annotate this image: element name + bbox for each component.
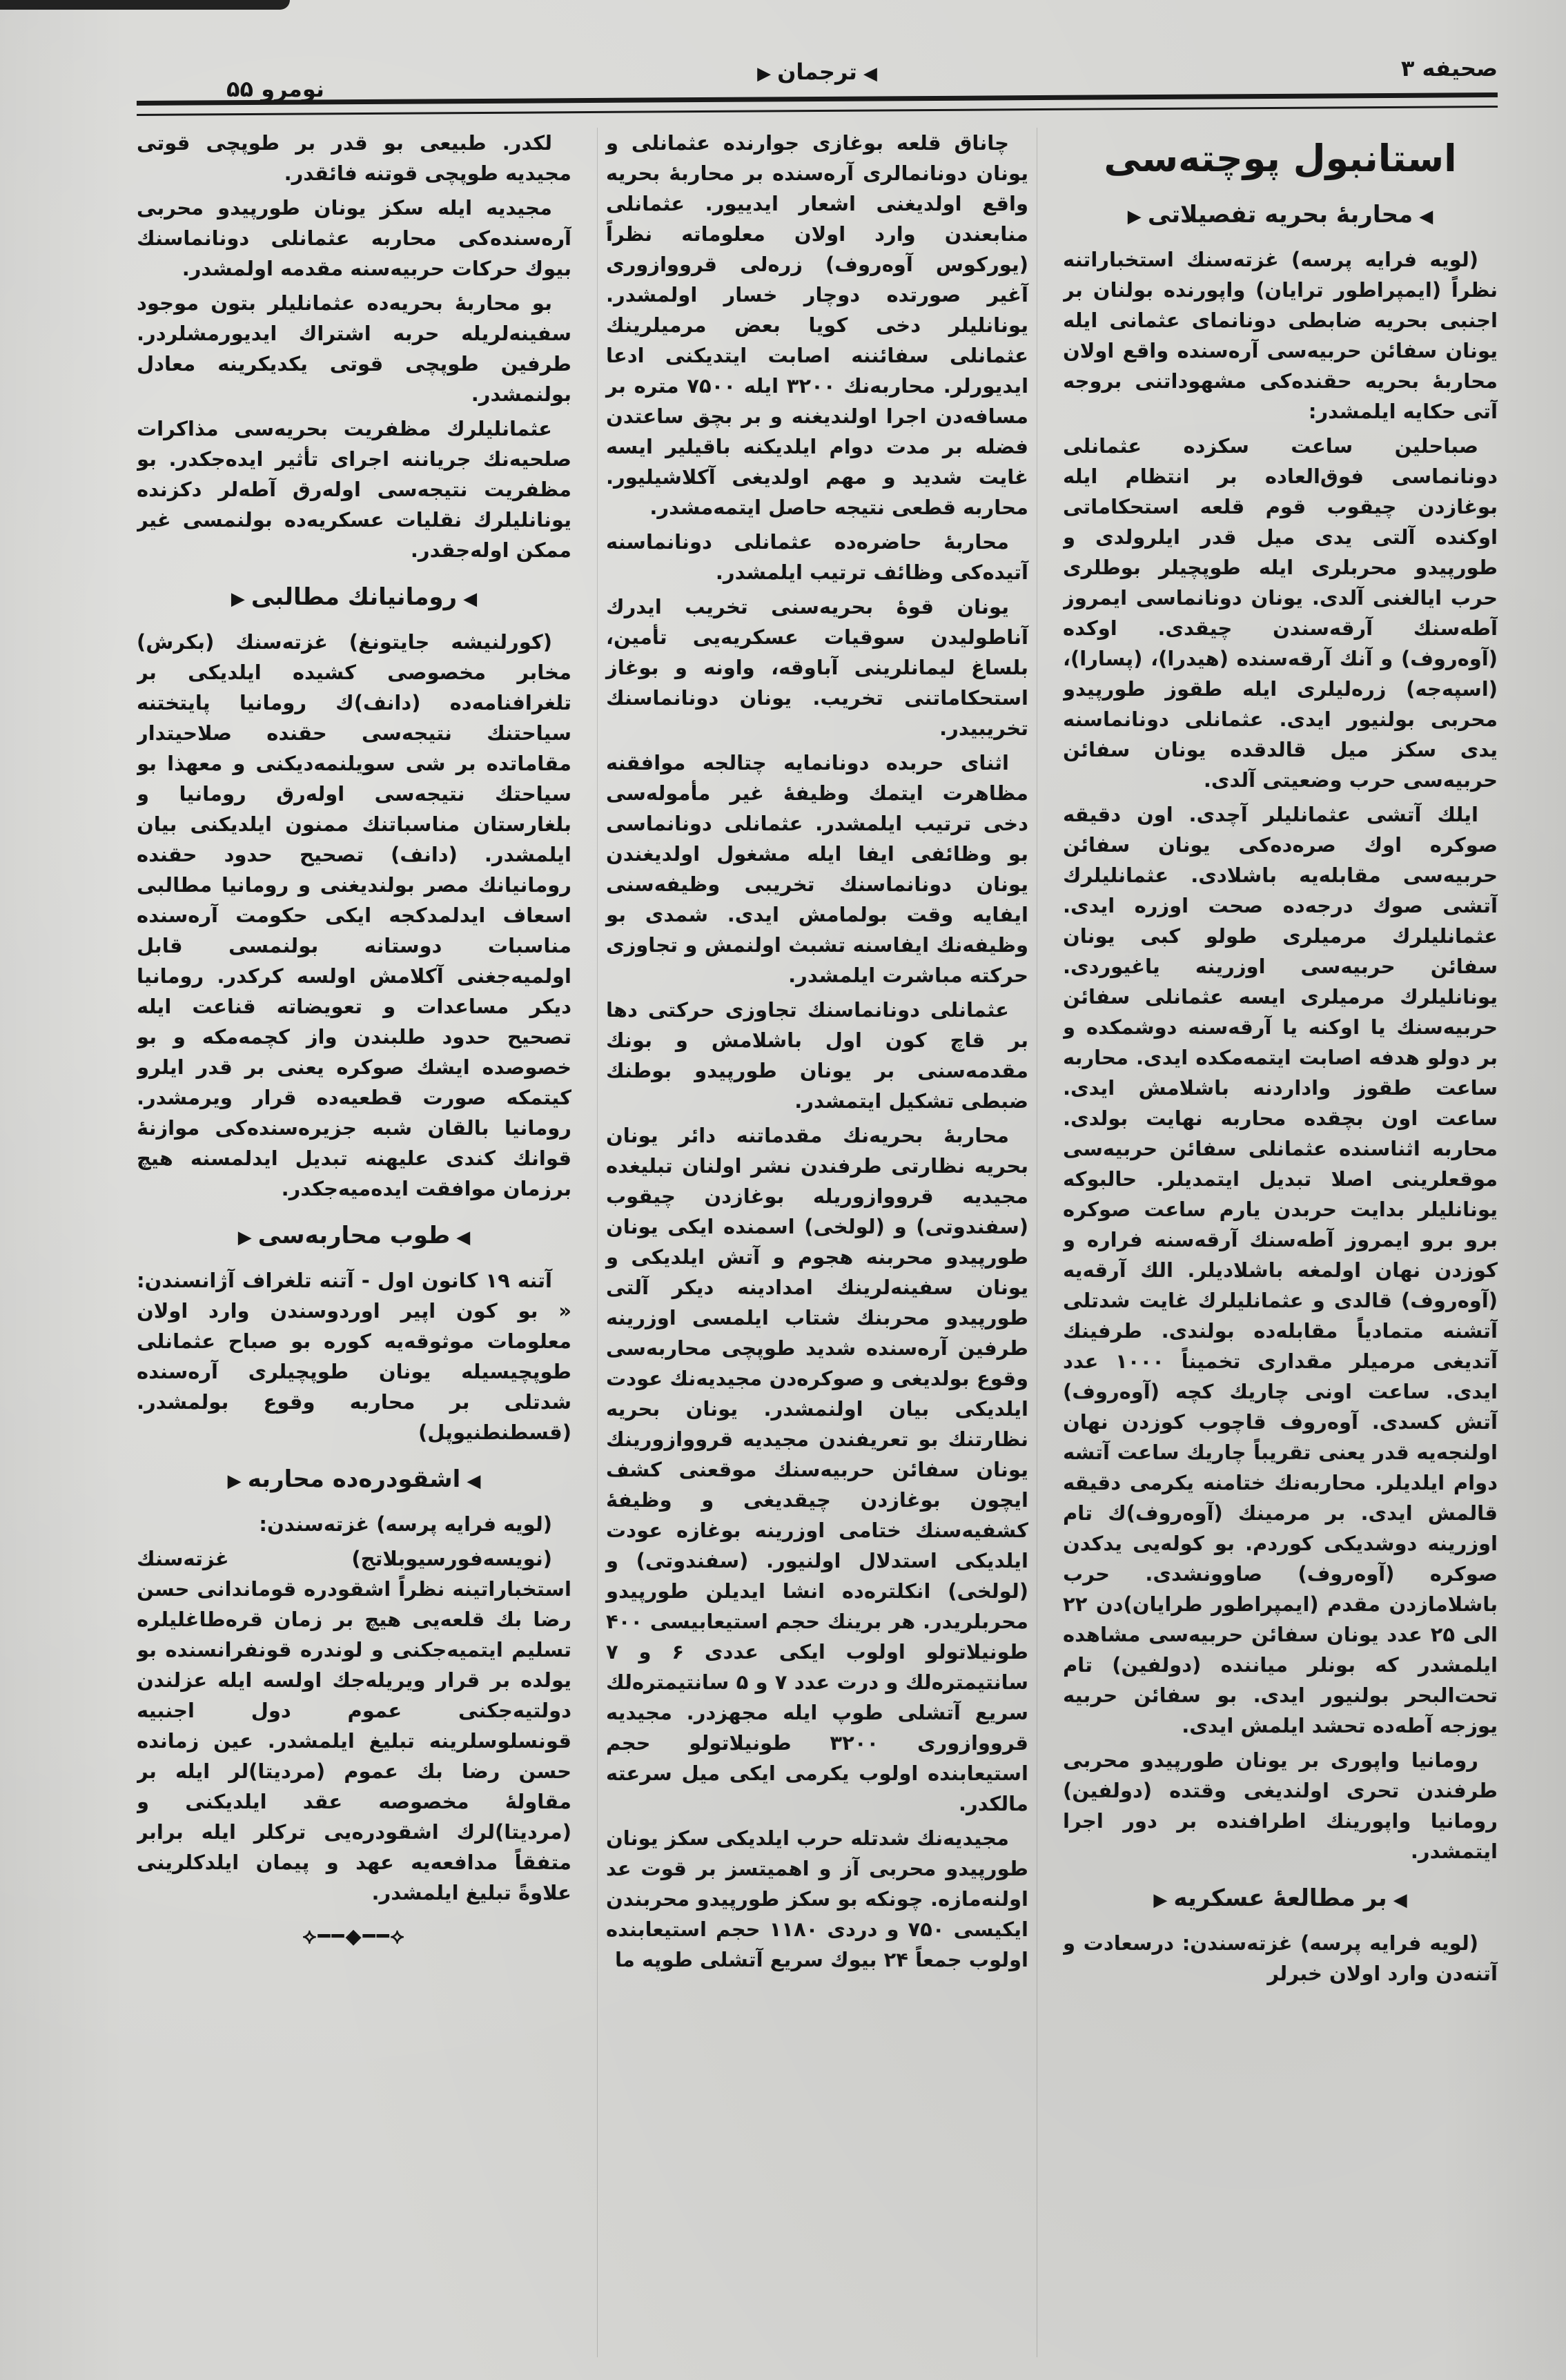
article-paragraph: رومانیا واپوری بر یونان طورپیدو محربی طرفندن تحری اولندیغی وقتده (دولفین) رومانیا واپورینك اطرافنده بر دور اجرا ایتمشدر.: [1063, 1748, 1498, 1863]
article-paragraph: مجیدیه‌نك شدتله حرب ایلدیکی سکز یونان طورپیدو محربی آز و اهمیتسز بر قوت عد اولنه‌مازه. چونکه بو سکز طورپیدو محربندن ایکیسی ۷۵۰ و دردی ۱۱۸۰ حجم استیعابنده اولوب جمعاً ۲۴ بیوك سریع آتشلی طوپه ما: [606, 1826, 1028, 1971]
article-heading: ◀ بر مطالعهٔ عسکریه ▶: [1063, 1883, 1498, 1915]
article-paragraph: مجیدیه ایله سکز یونان طورپیدو محربی آره‌سنده‌کی محاربه عثمانلی دونانماسنك بیوك حرکات حربیه‌سنه مقدمه اولمشدر.: [137, 196, 571, 280]
article-heading: ◀ طوب محاربه‌سی ▶: [137, 1220, 571, 1253]
article-paragraph: (کورلنیشه جایتونغ) غزته‌سنك (بکرش) مخابر مخصوصی کشیده ایلدیکی بر تلغرافنامه‌ده (دانف)ك رومانیا پایتختنه سیاحتنك نتیجه‌سی حقنده صلاحیتدار مقاماتده بر شی سویلنمه‌دیکنی و معهذا بو سیاحتك نتیجه‌سی اوله‌رق رومانیا و بلغارستان مناسباتنك ممنون ایلدیکنی بیان ایلمشدر. (دانف) تصحیح حدود حقنده رومانیانك مصر بولندیغنی و رومانیا مطالبی اسعاف ایدلمدکجه ایکی حکومت آره‌سنده مناسبات دوستانه بولنمسی قابل اولمیه‌جغنی آکلامش اولسه کرکدر. رومانیا دیکر مساعدات و تعویضاته قناعت ایله تصحیح حدود طلبندن واز کچمه‌مکه و بو خصوصده ایشك صوکره یعنی بر قدر ایلرو کیتمکه صورت قطعیه‌ده قرار ویرمشدر. رومانیا بالقان شبه جزیره‌سنده‌کی موازنهٔ قوانك کندی علیهنه تبدیل ایدلمسنه هیچ برزمان موافقت ایده‌میه‌جکدر.: [137, 630, 571, 1200]
article-paragraph: (لویه فرایه پرسه) غزته‌سندن:: [259, 1512, 552, 1536]
article-paragraph: (نویسه‌فورسیوبلاتج) غزته‌سنك استخباراتینه نظراً اشقودره قوماندانی حسن رضا بك قلعه‌یی هیچ بر زمان قره‌طاغلیلره تسلیم ایتمیه‌جکنی و لوندره قونفرانسنده بو یولده بر قرار ویریله‌جك اولسه ایله عزلندن دولتیه‌جکنی عموم دول اجنبیه قونسلوسلرینه تبلیغ ایلمشدر. عین زمانده حسن رضا بك عموم (مردیتا)لر ایله بر مقاولهٔ مخصوصه عقد ایلدیکنی و (مردیتا)لرك اشقودره‌یی ترکلر ایله برابر متفقاً مدافعه‌یه عهد و پیمان ایلدکلرینی علاوةً تبلیغ ایلمشدر.: [137, 1547, 571, 1904]
page-number-label: صحیفه ۳: [1400, 55, 1498, 81]
article-paragraph: عثمانلیلرك مظفریت بحریه‌سی مذاکرات صلحیه‌نك جریاننه اجرای تأثیر ایده‌جکدر. بو مظفریت نتیجه‌سی اوله‌رق آطه‌لر دکزنده یونانلیلرك نقلیات عسکریه‌ده بولنمسی غیر ممکن اوله‌جقدر.: [137, 417, 571, 562]
article-paragraph: محاربهٔ حاضره‌ده عثمانلی دونانماسنه آتیده‌کی وظائف ترتیب ایلمشدر.: [606, 530, 1028, 584]
scan-edge-shadow: [0, 0, 290, 10]
article-heading: ◀ اشقودره‌ده محاربه ▶: [137, 1464, 571, 1496]
article-paragraph: ایلك آتشی عثمانلیلر آچدی. اون دقیقه صوکره اوك صره‌ده‌کی یونان سفائن حربیه‌سی مقابله‌یه باشلادی. عثمانلیلرك آتشی صوك درجه‌ده صحت اوزره ایدی. عثمانلیلرك مرمیلری طولو کبی یونان سفائن حربیه‌سی اوزرینه یاغیوردی. یونانلیلرك مرمیلری ایسه عثمانلی سفائن حربیه‌سنك یا اوکنه یا آرقه‌سنه دوشمکده و بر دولو هدفه اصابت ایتمه‌مکده ایدی. محاربه ساعت طقوز واداردنه باشلامش ایدی. ساعت اون بچقده محاربه نهایت بولدی. محاربه اثناسنده عثمانلی سفائن حربیه‌سی موقعلرینی اصلا تبدیل ایتمدیلر. حالبوکه یونانلیلر بدایت حربدن یارم ساعت صوکره برو برو ایمروز آطه‌سنك آرقه‌سنه فراره و کوزدن نهان اولمغه باشلادیلر. الك آرقه‌یه (آوه‌روف) قالدی و عثمانلیلرك غایت شدتلی آتشنه متمادیاً مقابله‌ده بولندی. طرفینك آتدیغی مرمیلر مقداری تخمیناً ۱۰۰۰ عدد ایدی. ساعت اونی چاریك کچه (آوه‌روف) آتش کسدی. آوه‌روف قاچوب کوزدن نهان اولنجه‌یه قدر یعنی تقریباً چاریك ساعت آتشه دوام ایلدیلر. محاربه‌نك ختامنه یکرمی دقیقه قالمش ایدی. بر مرمینك (آوه‌روف)ك تام اوزرینه دوشدیکی کوردم. بو کوله‌یی یدکدن صوکره (آوه‌روف) صاوونشدی. حرب باشلامازدن مقدم (ایمپراطور طرایان)دن ۲۲ الی ۲۵ عدد یونان سفائن حربیه‌سی مشاهده ایلمشدر که بونلر میاننده (دولفین) تام تحت‌البحر بولنیور ایدی. بو سفائن حربیه یوزجه آطه‌ده تحشد ایلمش ایدی.: [1063, 803, 1498, 1737]
article-paragraph: صباحلین ساعت سکزده عثمانلی دونانماسی فوق‌العاده بر انتظام ایله بوغازدن چیقوب قوم قلعه استحکاماتی اوکنده آلتی یدی میل قدر ایلرولدی و طورپیدو محربلری ایله طوپچیلر بوطلری حرب ایالغنی آلدی. یونان دونانماسی ایمروز آطه‌سنك آرقه‌سندن چیقدی. اوکده (آوه‌روف) و آنك آرقه‌سنده (هیدرا)، (پسارا)، (اسپه‌جه) زره‌لیلری ایله طقوز طورپیدو محربی بولنیور ایدی. عثمانلی دونانماسنه یدی سکز میل قالدقده یونان سفائن حربیه‌سی حرب وضعیتی آلدی.: [1063, 434, 1498, 792]
article-paragraph: چاناق قلعه بوغازی جوارنده عثمانلی و یونان دونانمالری آره‌سنده بر محاربهٔ بحریه واقع اولدیغنی اشعار ایدییور. عثمانلی منابعندن وارد اولان معلوماته نظراً (یورکوس آوه‌روف) زره‌لی قرووازوری آغیر صورتده دوچار خسار اولمشدر. یونانلیلر دخی کویا بعض مرمیلرینك عثمانلی سفائننه اصابت ایتدیکنی ادعا ایدیورلر. محاربه‌نك ۳۲۰۰ ایله ۷۵۰۰ متره بر مسافه‌دن اجرا اولندیغنه و بر بچق ساعتدن فضله بر مدت دوام ایلدیکنه باقیلیر ایسه غایت شدید و مهم اولدیغی آکلاشیلیور. محاربه قطعی نتیجه حاصل ایتمه‌مشدر.: [606, 131, 1029, 519]
newspaper-title: ◀ ترجمان ▶: [757, 59, 877, 85]
article-paragraph: (لویه فرایه پرسه) غزته‌سندن: درسعادت و آتنه‌دن وارد اولان خبرلر: [1063, 1931, 1498, 1985]
article-paragraph: (لویه فرایه پرسه) غزته‌سنك استخباراتنه نظراً (ایمپراطور ترایان) واپورنده بولنان بر اجنبی بحریه ضابطی دونانمای عثمانی ایله یونان سفائن حربیه‌سی آره‌سنده واقع اولان محاربهٔ بحریه حقنده‌کی مشهوداتنی بروجه آتی حکایه ایلمشدر:: [1063, 248, 1498, 423]
issue-number: نومرو ۵۵: [226, 76, 324, 102]
page-header: [137, 48, 1498, 102]
article-paragraph: یونان قوهٔ بحریه‌سنی تخریب ایدرك آناطولیدن سوقیات عسکریه‌یی تأمین، بلساغ لیمانلرینی آباوقه، واونه و بوغاز استحکاماتنی تخریب. یونان دونانماسنك تخریبیدر.: [606, 595, 1028, 740]
article-paragraph: عثمانلی دونانماسنك تجاوزی حرکتی دها بر قاچ کون اول باشلامش و بونك مقدمه‌سنی بر یونان طورپیدو بوطنك ضبطی تشکیل ایتمشدر.: [606, 998, 1028, 1113]
article-paragraph: لکدر. طبیعی بو قدر بر طوپچی قوتی مجیدیه طوپچی قوتنه فائقدر.: [137, 131, 571, 185]
article-heading: ◀ رومانیانك مطالبی ▶: [137, 582, 571, 614]
column-left: [137, 128, 571, 2357]
columns: [137, 128, 1498, 2357]
section-title: استانبول پوچته‌سی: [1104, 137, 1457, 180]
article-paragraph: بو محاربهٔ بحریه‌ده عثمانلیلر بتون موجود سفینه‌لریله حربه اشتراك ایدیورمشلردر. طرفین طوپچی قوتی یکدیکرینه معادل بولنمشدر.: [137, 291, 571, 406]
column-right: [1063, 128, 1498, 2357]
article-heading: ◀ محاربهٔ بحریه تفصیلاتی ▶: [1063, 199, 1498, 232]
ornament-divider: ⟡━━◆━━⟡: [302, 1924, 406, 1949]
column-middle: [597, 128, 1037, 2357]
article-paragraph: آتنه ۱۹ کانون اول - آتنه تلغراف آژانسندن: « بو کون اپیر اوردوسندن وارد اولان معلومات موثوقه‌یه کوره بو صباح عثمانلی طوپچیسیله یونان طوپچیلری آره‌سنده شدتلی بر محاربه وقوع بولمشدر. (قسطنطنیوپل): [137, 1269, 571, 1444]
article-paragraph: محاربهٔ بحریه‌نك مقدماتنه دائر یونان بحریه نظارتی طرفندن نشر اولنان تبلیغده مجیدیه قرووازوریله بوغازدن چیقوب (سفندوتی) و (لولخی) اسمنده ایکی یونان طورپیدو محربنه هجوم و آتش ایلدیکی و یونان سفینه‌لرینك امدادینه دیکر آلتی طورپیدو محربنك شتاب ایلمسی اوزرینه طرفین آره‌سنده شدید طوپچی محاربه‌سی وقوع بولدیغی و صوکره‌دن مجیدیه‌نك عودت ایلدیکی بیان اولنمشدر. یونان بحریه نظارتنك بو تعریفندن مجیدیه قرووازورینك یونان سفائن حربیه‌سنك موقعنی کشف ایچون بوغازدن چیقدیغی و وظیفهٔ کشفیه‌سنك ختامی اوزرینه بوغازه عودت ایلدیکی استدلال اولنیور. (سفندوتی) و (لولخی) انکلتره‌ده انشا ایدیلن طورپیدو محربلریدر. هر برینك حجم استیعابیسی ۴۰۰ طونیلاتولو اولوب ایکی عددی ۶ و ۷ سانتیمتره‌لك و درت عدد ۷ و ۵ سانتیمتره‌لك سریع آتشلی طوپ ایله مجهزدر. مجیدیه قرووازوری ۳۲۰۰ طونیلاتولو حجم استیعابنده اولوب یکرمی ایکی میل سرعته مالکدر.: [606, 1124, 1028, 1815]
article-paragraph: اثنای حربده دونانمایه چتالجه موافقنه مظاهرت ایتمك وظیفهٔ غیر مأموله‌سی دخی ترتیب ایلمشدر. عثمانلی دونانماسی بو وظائفی ایفا ایله مشغول اولدیغندن یونان دونانماسنك تخریبی وظیفه‌سنی ایفایه وقت بولمامش ایدی. شمدی بو وظیفه‌نك ایفاسنه تشبث اولنمش و تجاوزی حرکته مباشرت ایلمشدر.: [606, 751, 1028, 987]
